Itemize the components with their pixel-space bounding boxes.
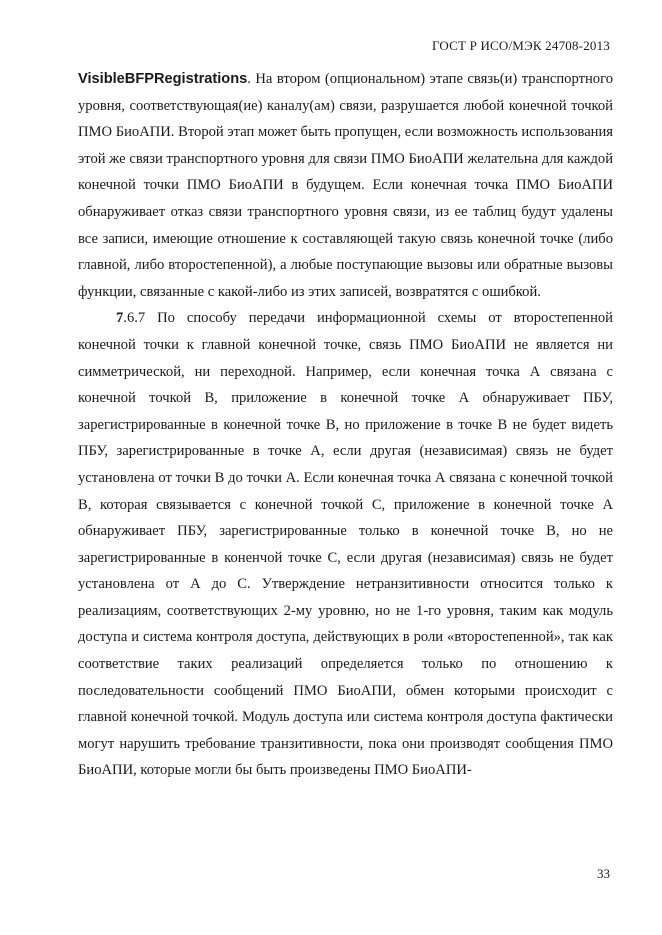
paragraph-continuation [78,66,613,305]
document-body [78,66,613,784]
paragraph-text: По способу передачи информационной схемы от второстепенной конечной точки к главной конечной точке, связь ПМО БиоАПИ не является ни симметрической, ни переходной. Например, если конечная точка А связана с конечной точкой В, приложение в конечной точке А обнаруживает ПБУ, зарегистрированные в конечной точке В, но приложение в точке В не будет видеть ПБУ, зарегистрированные в точке А, если другая (независимая) связь не будет установлена от точки В до точки А. Если конечная точка А связана с конечной точкой В, которая связывается с конечной точкой С, приложение в конечной точке А обнаруживает ПБУ, зарегистрированные только в конечной точке В, но не зарегистрированные в коненчой точке С, если другая (независимая) связь не будет установлена от А до С. Утверждение нетранзитивности относится только к реализациям, соответствующих 2-му уровню, но не 1-го уровня, таким как модуль доступа и система контроля доступа, действующих в роли «второстепенной», так как соответствие таких реализаций определяется только по отношению к последовательности сообщений ПМО БиоАПИ, обмен которыми происходит с главной конечной точкой. Модуль доступа или система контроля доступа фактически могут нарушить требование транзитивности, пока они производят сообщения ПМО БиоАПИ, которые могли бы быть произведены ПМО БиоАПИ- [78,310,613,779]
section-number-bold: 7 [116,310,124,327]
page-number: 33 [597,866,610,881]
document-standard-header: ГОСТ Р ИСО/МЭК 24708-2013 [431,38,610,53]
section-number-rest: .6.7 [123,310,146,327]
paragraph-7-6-7 [78,305,613,784]
paragraph-text: . На втором (опциональном) этапе связь(и) транспортного уровня, соответствующая(ие) каналу(ам) связи, разрушается любой конечной точкой ПМО БиоАПИ. Второй этап может быть пропущен, если возможность использования этой же связи транспортного уровня для связи ПМО БиоАПИ желательна для каждой конечной точки ПМО БиоАПИ в будущем. Если конечная точка ПМО БиоАПИ обнаруживает отказ связи транспортного уровня связи, из ее таблиц будут удалены все записи, имеющие отношение к составляющей такую связь конечной точке (либо главной, либо второстепенной), а любые поступающие вызовы или обратные вызовы функции, связанные с какой-либо из этих записей, возвратятся с ошибкой. [78,71,613,300]
api-function-name: VisibleBFPRegistrations [78,71,248,87]
